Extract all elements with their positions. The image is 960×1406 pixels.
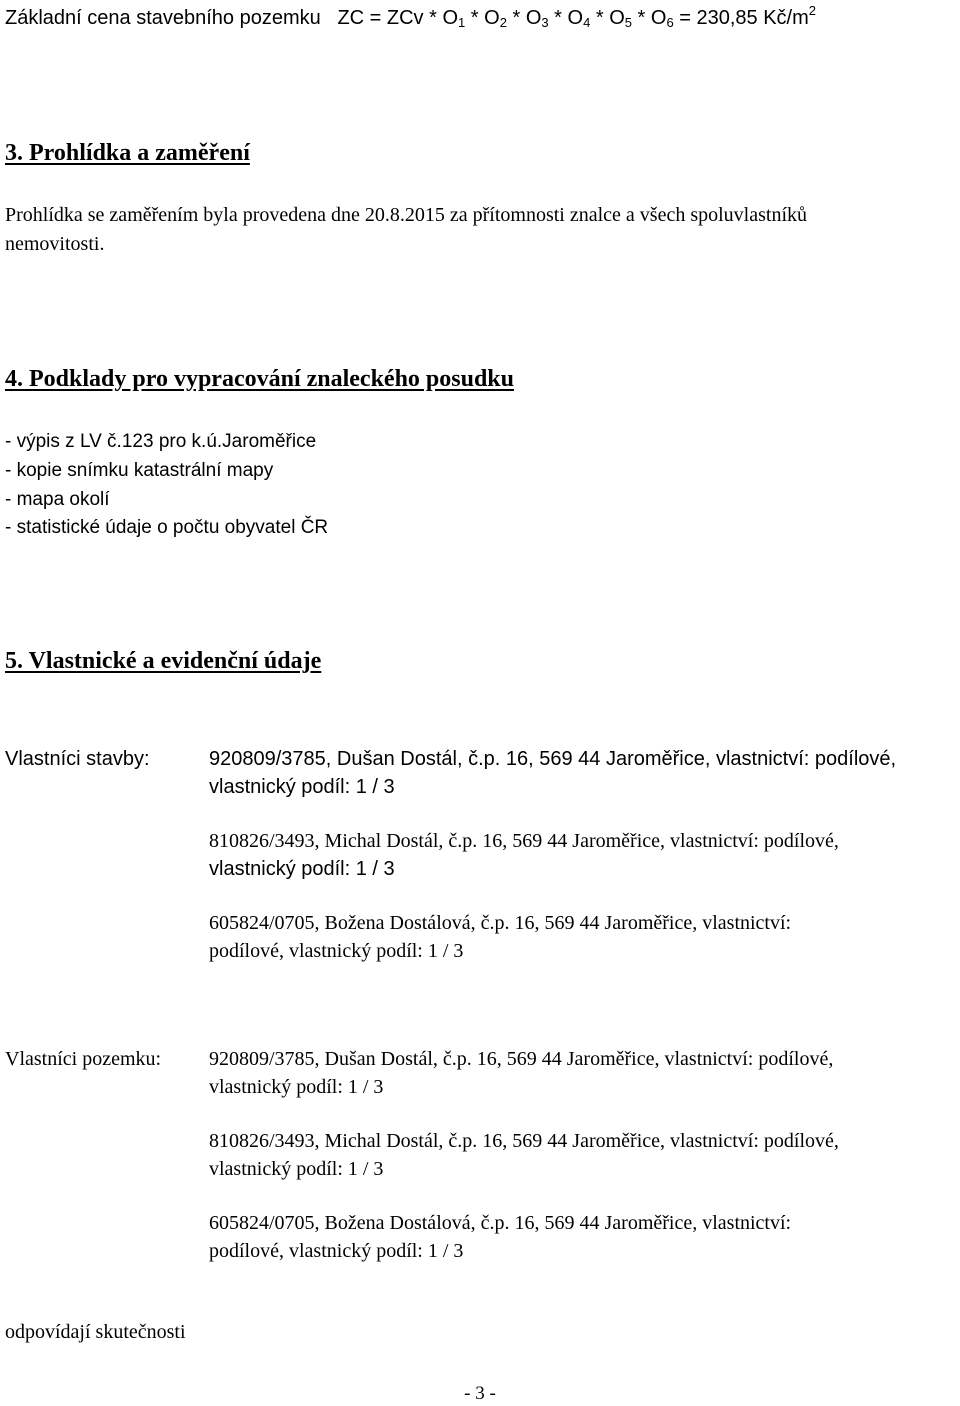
owner-entry-line: vlastnický podíl: 1 / 3: [209, 1158, 384, 1180]
owner-entry-line: vlastnický podíl: 1 / 3: [209, 1076, 384, 1098]
formula-lhs: ZC = ZCv * O: [337, 7, 459, 29]
formula-op: * O: [506, 7, 542, 29]
section-5-heading: 5. Vlastnické a evidenční údaje: [5, 648, 322, 674]
formula-op: * O: [465, 7, 500, 29]
base-price-formula: [5, 4, 816, 32]
owner-entry-line: 810826/3493, Michal Dostál, č.p. 16, 569 44 Jaroměřice, vlastnictví: podílové,: [209, 830, 839, 852]
owner-entry-line: 810826/3493, Michal Dostál, č.p. 16, 569 44 Jaroměřice, vlastnictví: podílové,: [209, 1130, 839, 1152]
section-4-heading: 4. Podklady pro vypracování znaleckého posudku: [5, 366, 515, 392]
formula-label: Základní cena stavebního pozemku: [5, 7, 321, 29]
owner-entry-line: podílové, vlastnický podíl: 1 / 3: [209, 940, 464, 962]
owner-entry: [209, 1045, 960, 1101]
source-list-item: - výpis z LV č.123 pro k.ú.Jaroměřice: [5, 431, 317, 452]
source-list-item: - statistické údaje o počtu obyvatel ČR: [5, 517, 329, 538]
land-owners-label: Vlastníci pozemku:: [5, 1048, 162, 1070]
owner-entry-line: vlastnický podíl: 1 / 3: [209, 858, 395, 880]
formula-op: * O: [548, 7, 584, 29]
formula-sub: 6: [666, 15, 674, 30]
owner-entry-line: 920809/3785, Dušan Dostál, č.p. 16, 569 44 Jaroměřice, vlastnictví: podílové,: [209, 748, 897, 770]
owner-entry-line: podílové, vlastnický podíl: 1 / 3: [209, 1240, 464, 1262]
formula-sub: 1: [458, 15, 466, 30]
source-list-item: - mapa okolí: [5, 489, 110, 510]
building-owners-label: Vlastníci stavby:: [5, 748, 150, 770]
closing-statement: odpovídají skutečnosti: [5, 1321, 186, 1343]
formula-exponent: 2: [808, 3, 816, 18]
owner-entry: [209, 1209, 960, 1265]
formula-sub: 4: [583, 15, 591, 30]
page-number: - 3 -: [464, 1383, 496, 1404]
formula-result: = 230,85 Kč/m: [673, 7, 809, 29]
owner-entry-line: 605824/0705, Božena Dostálová, č.p. 16, 569 44 Jaroměřice, vlastnictví:: [209, 1212, 792, 1234]
section-3-line-1: Prohlídka se zaměřením byla provedena dne 20.8.2015 za přítomnosti znalce a všech spoluvlastníků: [5, 204, 808, 226]
owner-entry: [209, 745, 960, 801]
formula-sub: 3: [541, 15, 549, 30]
owner-entry-line: vlastnický podíl: 1 / 3: [209, 776, 395, 798]
formula-op: * O: [632, 7, 667, 29]
section-3-line-2: nemovitosti.: [5, 233, 105, 255]
section-3-heading: 3. Prohlídka a zaměření: [5, 140, 250, 166]
owner-entry: [209, 1127, 960, 1183]
formula-sub: 2: [499, 15, 507, 30]
owner-entry: [209, 909, 960, 965]
formula-op: * O: [590, 7, 625, 29]
owner-entry-line: 920809/3785, Dušan Dostál, č.p. 16, 569 44 Jaroměřice, vlastnictví: podílové,: [209, 1048, 834, 1070]
source-list-item: - kopie snímku katastrální mapy: [5, 460, 274, 481]
owner-entry-line: 605824/0705, Božena Dostálová, č.p. 16, 569 44 Jaroměřice, vlastnictví:: [209, 912, 792, 934]
formula-sub: 5: [624, 15, 632, 30]
owner-entry: [209, 827, 960, 883]
